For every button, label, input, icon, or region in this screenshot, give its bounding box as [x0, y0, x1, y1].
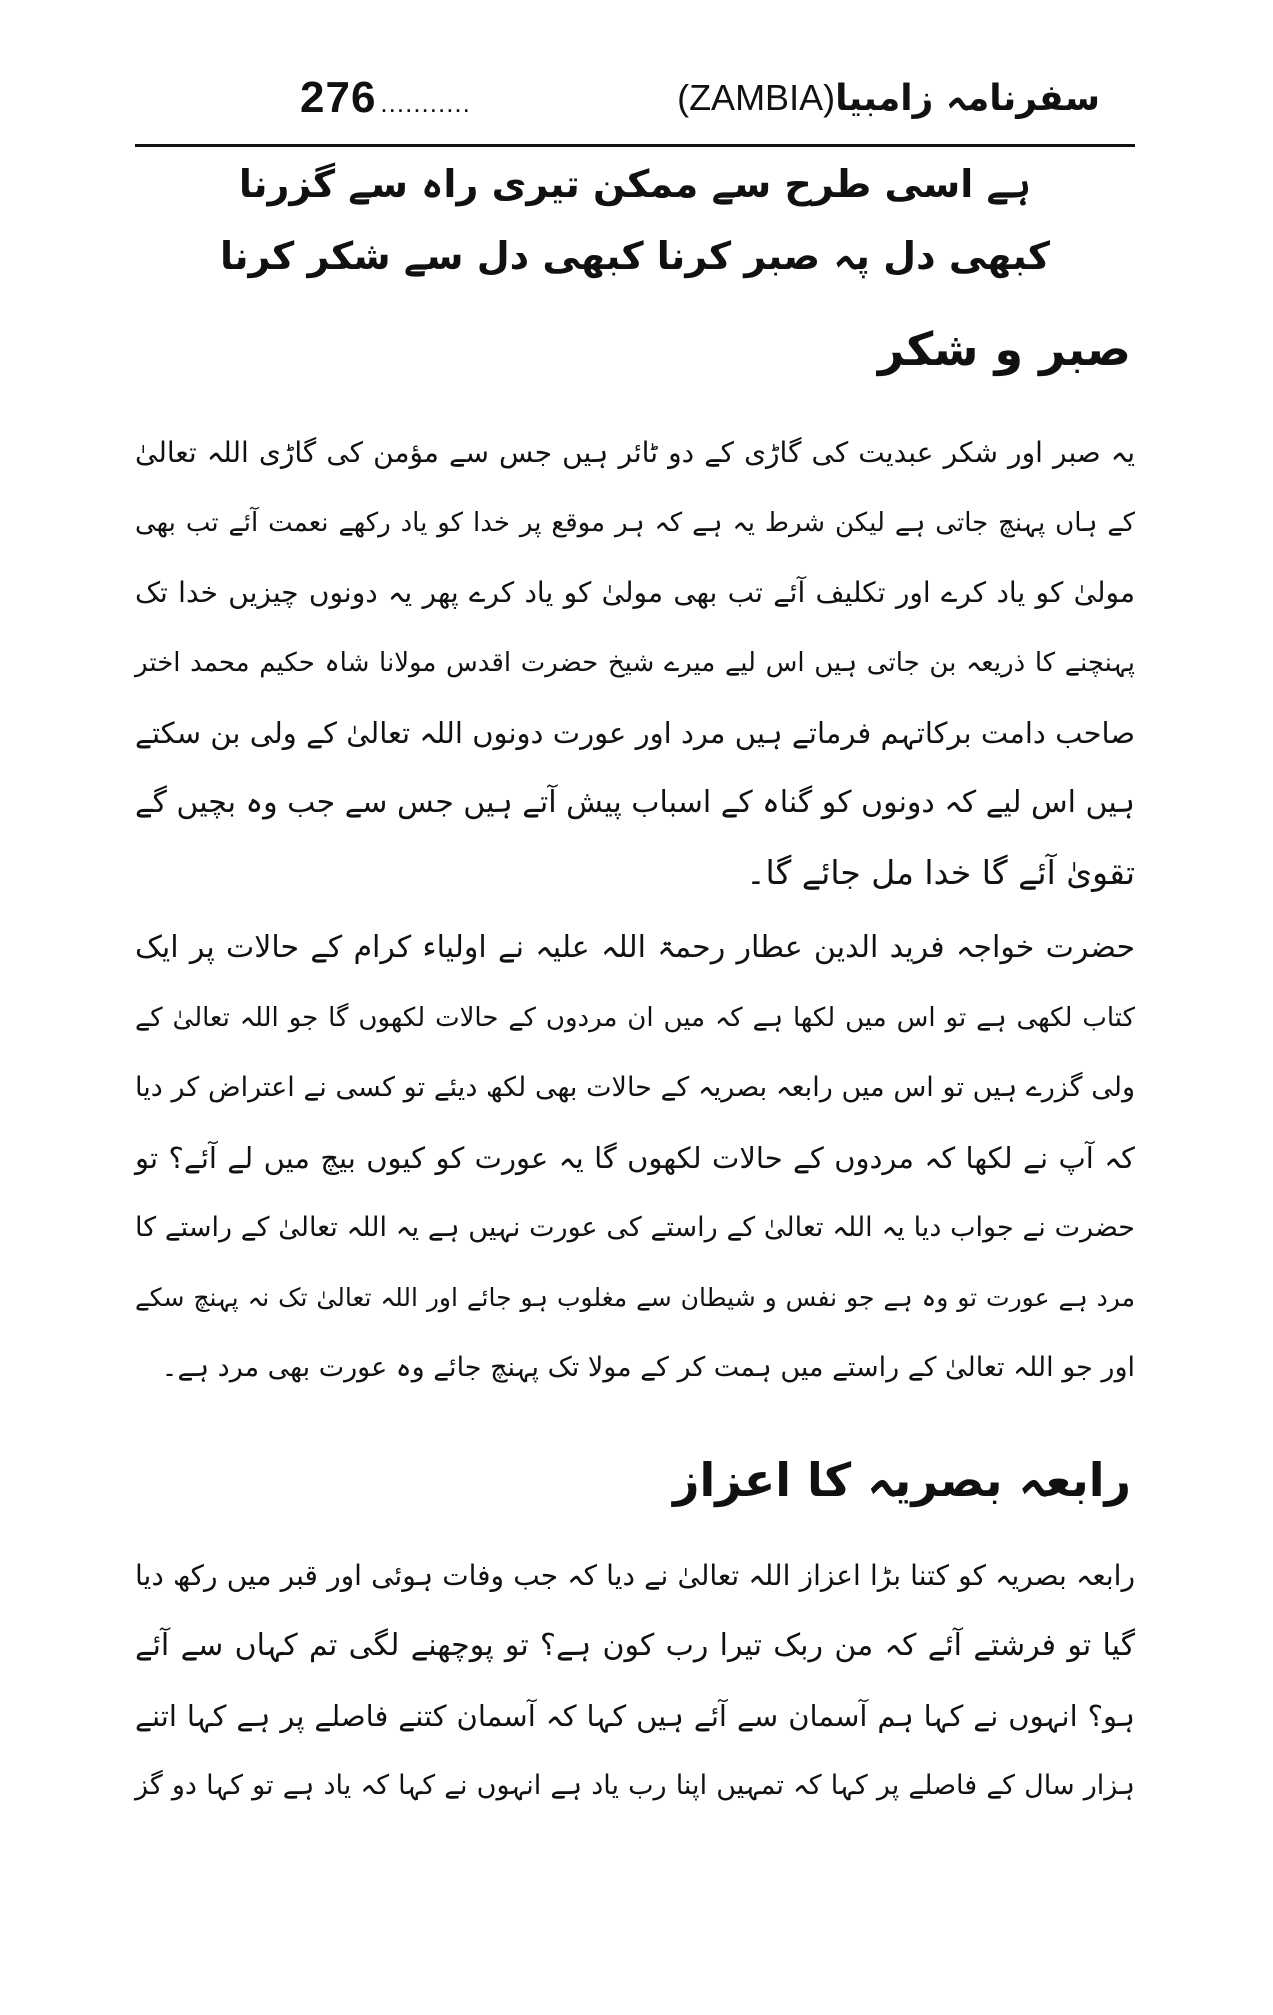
text-line: حضرت نے جواب دیا یہ اللہ تعالیٰ کے راستے کی عورت نہیں ہے یہ اللہ تعالیٰ کے راستے کا: [135, 1212, 1135, 1243]
text-line: رابعہ بصریہ کو کتنا بڑا اعزاز اللہ تعالیٰ نے دیا کہ جب وفات ہوئی اور قبر میں رکھ دیا: [135, 1559, 1135, 1592]
text-line: پہنچنے کا ذریعہ بن جاتی ہیں اس لیے میرے شیخ حضرت اقدس مولانا شاہ حکیم محمد اختر: [135, 648, 1135, 678]
section-heading: رابعہ بصریہ کا اعزاز: [672, 1453, 1131, 1507]
running-header: [300, 68, 1100, 128]
running-title-urdu: سفرنامہ زامبیا: [835, 78, 1100, 119]
text-line: صاحب دامت برکاتہم فرماتے ہیں مرد اور عورت دونوں اللہ تعالیٰ کے ولی بن سکتے: [135, 716, 1135, 750]
text-line: کے ہاں پہنچ جاتی ہے لیکن شرط یہ ہے کہ ہر موقع پر خدا کو یاد رکھے نعمت آئے تب بھی: [135, 508, 1135, 538]
text-line: تقویٰ آئے گا خدا مل جائے گا۔: [746, 853, 1135, 892]
text-line: ہیں اس لیے کہ دونوں کو گناہ کے اسباب پیش آتے ہیں جس سے جب وہ بچیں گے: [135, 785, 1135, 820]
running-title: [677, 77, 1100, 119]
text-line: حضرت خواجہ فرید الدین عطار رحمۃ اللہ علیہ نے اولیاء کرام کے حالات پر ایک: [135, 930, 1135, 965]
page-number-group: [300, 73, 471, 123]
text-line: کتاب لکھی ہے تو اس میں لکھا ہے کہ میں ان مردوں کے حالات لکھوں گا جو اللہ تعالیٰ کے: [135, 1003, 1135, 1033]
text-line: ہزار سال کے فاصلے پر کہا کہ تمہیں اپنا رب یاد ہے انہوں نے کہا کہ یاد ہے تو کہا دو گز: [135, 1770, 1135, 1801]
text-line: مولیٰ کو یاد کرے اور تکلیف آئے تب بھی مولیٰ کو یاد کرے پھر یہ دونوں چیزیں خدا تک: [135, 576, 1135, 609]
running-title-latin: (ZAMBIA): [677, 77, 836, 118]
text-line: گیا تو فرشتے آئے کہ من ربک تیرا رب کون ہے؟ تو پوچھنے لگی تم کہاں سے آئے: [135, 1628, 1135, 1663]
paragraph: [135, 913, 1135, 1403]
verse-line: کبھی دل پہ صبر کرنا کبھی دل سے شکر کرنا: [220, 234, 1050, 278]
text-line: ہو؟ انہوں نے کہا ہم آسمان سے آئے ہیں کہا کہ آسمان کتنے فاصلے پر ہے کہا اتنے: [135, 1699, 1135, 1733]
header-rule: [135, 144, 1135, 147]
verse-line: ہے اسی طرح سے ممکن تیری راہ سے گزرنا: [238, 162, 1032, 206]
section-heading: صبر و شکر: [877, 322, 1131, 376]
text-line: ولی گزرے ہیں تو اس میں رابعہ بصریہ کے حالات بھی لکھ دیئے تو کسی نے اعتراض کر دیا: [135, 1072, 1135, 1103]
paragraph: [135, 418, 1135, 908]
text-line: اور جو اللہ تعالیٰ کے راستے میں ہمت کر کے مولا تک پہنچ جائے وہ عورت بھی مرد ہے۔: [161, 1352, 1135, 1383]
text-line: مرد ہے عورت تو وہ ہے جو نفس و شیطان سے مغلوب ہو جائے اور اللہ تعالیٰ تک نہ پہنچ سکے: [135, 1283, 1135, 1312]
text-line: یہ صبر اور شکر عبدیت کی گاڑی کے دو ٹائر ہیں جس سے مؤمن کی گاڑی اللہ تعالیٰ: [135, 436, 1135, 469]
header-leader-dots: ...........: [380, 88, 471, 118]
page-number: 276: [300, 73, 377, 122]
text-line: کہ آپ نے لکھا کہ مردوں کے حالات لکھوں گا یہ عورت کو کیوں بیچ میں لے آئے؟ تو: [135, 1141, 1135, 1175]
paragraph: [135, 1541, 1135, 1821]
